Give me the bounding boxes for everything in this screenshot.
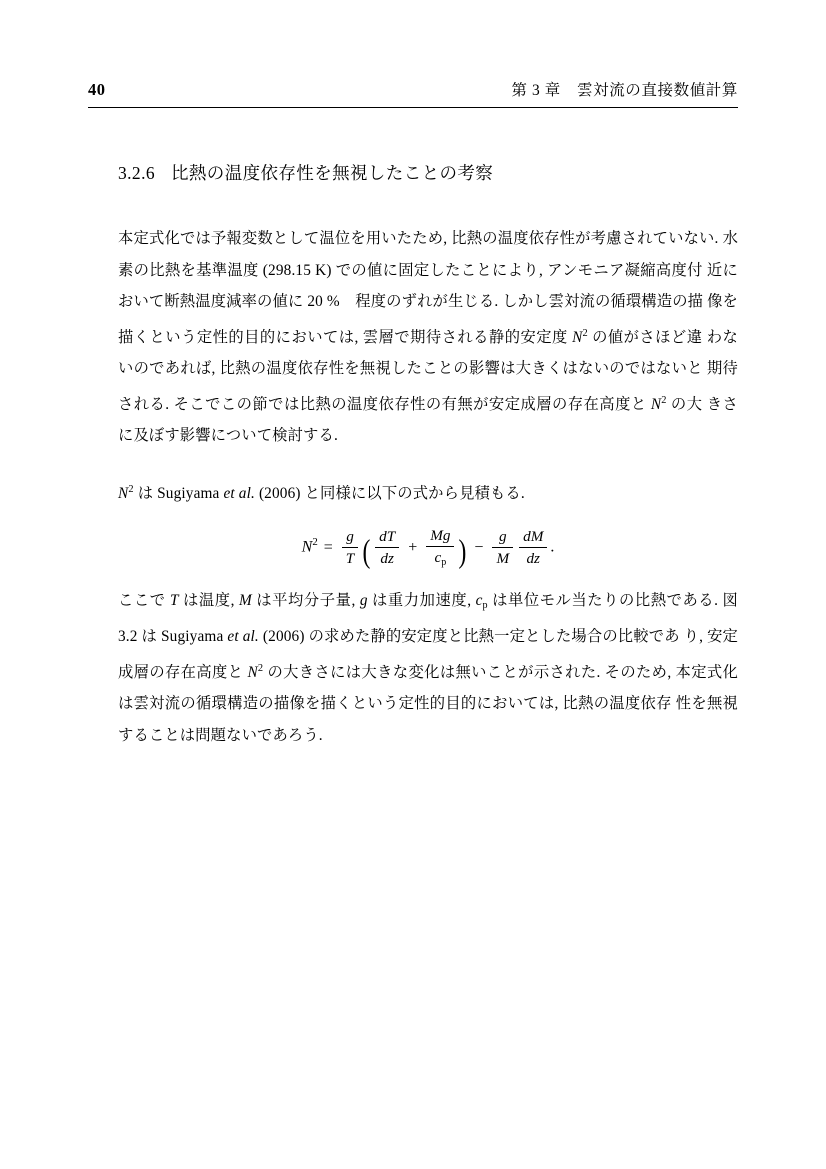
fraction-denominator: dz: [526, 550, 540, 568]
equation-lhs-exponent: 2: [312, 536, 318, 549]
symbol-N-exponent: 2: [128, 483, 134, 495]
equation-plus: +: [408, 538, 418, 556]
page-content: [118, 160, 738, 773]
fraction-g-over-T: [342, 528, 358, 568]
equation-minus: −: [474, 538, 484, 556]
paragraph-1: [118, 223, 738, 452]
symbol-c-subscript: p: [482, 599, 488, 611]
citation-etal: et al.: [227, 628, 259, 646]
p3-line-5: 性を無視することは問題ないであろう.: [118, 695, 738, 744]
symbol-N: N: [572, 328, 583, 346]
p3-line-1a: ここで: [118, 591, 170, 609]
p1-line-5: わないのであれば, 比熱の温度依存性を無視したことの影響は大きくはないのではないと: [118, 328, 738, 378]
p3-line-2b: (2006) の求めた静的安定度と比熱一定とした場合の比較であ: [258, 628, 680, 646]
fraction-numerator: g: [342, 528, 358, 548]
fraction-numerator: dM: [519, 528, 547, 548]
fraction-Mg-over-cp: [426, 527, 454, 569]
equation-N2: $N^2$ = $\frac{g}{T}$ ( $\frac{dT}{dz}$ + $\frac{Mg}{c_p}$ ) − $\frac{g}{M}$ $\frac{dM}{dz}$ .: [301, 527, 555, 570]
fraction-dT-over-dz: [375, 528, 399, 568]
p3-line-1c: は平均分子量,: [251, 591, 360, 609]
symbol-c-subscript: p: [441, 557, 447, 569]
fraction-denominator: [426, 547, 454, 569]
p3-line-2a: 図 3.2 は Sugiyama: [118, 591, 738, 646]
p3-line-3a: り, 安定成層の存在高度と: [118, 628, 739, 681]
symbol-N: N: [650, 395, 662, 413]
section-heading: [118, 160, 738, 185]
symbol-T: T: [169, 591, 179, 609]
fraction-denominator: dz: [380, 550, 394, 568]
fraction-numerator: Mg: [426, 527, 454, 547]
paragraph-2: [118, 474, 738, 510]
symbol-N: N: [247, 663, 258, 681]
symbol-N-exponent: 2: [257, 662, 264, 674]
fraction-denominator: T: [345, 550, 355, 568]
p2-text-a: は Sugiyama: [133, 484, 224, 502]
paragraph-3: [118, 585, 738, 751]
fraction-g-over-M: [492, 528, 513, 568]
section-title-text: 比熱の温度依存性を無視したことの考察: [171, 163, 494, 183]
equation-lhs: N: [301, 538, 313, 556]
symbol-c: c: [475, 591, 483, 609]
p1-line-2: 水素の比熱を基準温度 (298.15 K) での値に固定したことにより, アンモニア凝縮高度付: [118, 230, 739, 279]
symbol-N: N: [118, 484, 129, 502]
p1-line-6b: の大: [666, 395, 703, 413]
p1-line-7: きさに及ぼす影響について検討する.: [118, 395, 738, 445]
p1-line-1: 本定式化では予報変数として温位を用いたため, 比熱の温度依存性が考慮されていない.: [118, 230, 719, 247]
p3-line-1e: は単位モル当たりの比熱である.: [487, 591, 719, 609]
fraction-denominator: M: [496, 550, 510, 568]
section-number: 3.2.6: [118, 163, 155, 183]
symbol-M: M: [239, 591, 252, 609]
fraction-numerator: g: [492, 528, 513, 548]
symbol-g: g: [359, 591, 368, 609]
page-header: [88, 78, 738, 108]
symbol-N-exponent: 2: [661, 394, 667, 406]
p1-line-4a: 像を描くという定性的目的においては, 雲層で期待される静的安定度: [118, 293, 738, 346]
p2-text-b: (2006) と同様に以下の式から見積もる.: [254, 484, 525, 502]
p1-line-4b: の値がさほど違: [587, 328, 703, 346]
fraction-numerator: dT: [375, 528, 399, 548]
p3-line-1b: は温度,: [178, 591, 239, 609]
fraction-dM-over-dz: [519, 528, 547, 568]
p1-line-3: 近において断熱温度減率の値に 20 % 程度のずれが生じる. しかし雲対流の循環構造の描: [118, 261, 738, 310]
page-number: 40: [88, 80, 106, 99]
p3-line-4: 本定式化は雲対流の循環構造の描像を描くという定性的目的においては, 比熱の温度依存: [118, 663, 738, 713]
p3-line-3b: の大きさには大きな変化は無いことが示された. そのため,: [263, 663, 672, 681]
running-head: 第 3 章 雲対流の直接数値計算: [511, 82, 738, 99]
equation-equals: =: [323, 538, 333, 556]
citation-etal: et al.: [223, 484, 255, 502]
symbol-c: c: [434, 549, 442, 567]
p3-line-1d: は重力加速度,: [367, 591, 476, 609]
p1-line-6a: 期待される. そこでこの節では比熱の温度依存性の有無が安定成層の存在高度と: [118, 360, 738, 413]
symbol-N-exponent: 2: [582, 327, 588, 339]
equation-period: .: [550, 538, 555, 556]
